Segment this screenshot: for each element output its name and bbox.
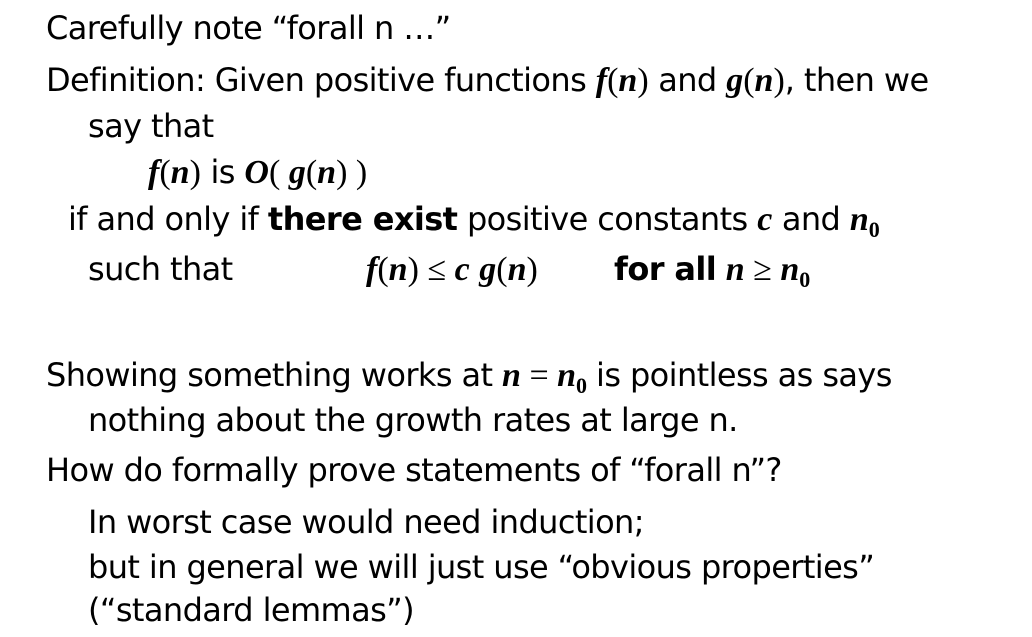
paren-open: (: [159, 154, 171, 191]
paren-close: ): [347, 154, 368, 191]
line-forall-note: [46, 8, 451, 48]
math-g: g: [726, 62, 744, 99]
paren-open: (: [496, 251, 508, 288]
math-n0: n: [849, 201, 869, 238]
text: is pointless as says: [586, 356, 892, 394]
math-n: n: [754, 62, 774, 99]
math-g: g: [288, 154, 306, 191]
line-iff: [68, 199, 879, 243]
bold-text: there exist: [267, 200, 458, 238]
math-g: g: [479, 251, 497, 288]
text: positive constants: [457, 200, 758, 238]
paren-open: (: [268, 154, 289, 191]
text: (“standard lemmas”): [88, 591, 415, 629]
paren-close: ): [526, 251, 538, 288]
text: , then we: [784, 61, 929, 99]
text: and: [648, 61, 727, 99]
bold-text: for all: [614, 250, 717, 288]
math-n0: n: [780, 251, 800, 288]
text: nothing about the growth rates at large n.: [88, 401, 738, 439]
math-n0: n: [557, 357, 577, 394]
math-n: n: [618, 62, 638, 99]
line-big-o-statement: [148, 152, 367, 193]
math-O: O: [244, 154, 269, 191]
paren-close: ): [336, 154, 348, 191]
text: say that: [88, 107, 214, 145]
text: is: [200, 153, 245, 191]
math-f: f: [148, 154, 160, 191]
line-how: [46, 450, 782, 490]
paren-open: (: [743, 62, 755, 99]
eq-sign: =: [520, 357, 558, 394]
le-sign: ≤: [418, 251, 455, 288]
text: Definition: Given positive functions: [46, 61, 596, 99]
math-n: n: [725, 251, 745, 288]
math-f: f: [595, 62, 608, 99]
text: such that: [88, 250, 233, 288]
math-n: n: [170, 154, 190, 191]
line-nothing: [88, 400, 738, 440]
subscript-0: 0: [576, 373, 587, 398]
paren-close: ): [407, 251, 419, 288]
paren-open: (: [607, 62, 619, 99]
line-say-that: [88, 106, 214, 146]
math-n: n: [507, 251, 527, 288]
subscript-0: 0: [868, 217, 880, 242]
paren-close: ): [637, 62, 649, 99]
text: and: [772, 200, 850, 238]
math-n: n: [502, 357, 521, 394]
paren-close: ): [189, 154, 201, 191]
line-definition: [46, 60, 929, 101]
forall-clause: [614, 249, 810, 293]
subscript-0: 0: [799, 267, 810, 292]
line-showing: [46, 355, 892, 399]
math-c: c: [454, 251, 470, 288]
text: In worst case would need induction;: [88, 503, 644, 541]
ge-sign: ≥: [744, 251, 781, 288]
paren-close: ): [773, 62, 785, 99]
line-such-that: [88, 249, 988, 292]
paren-open: (: [377, 251, 389, 288]
text: but in general we will just use “obvious properties”: [88, 548, 875, 586]
text: Showing something works at: [46, 356, 503, 394]
text: Carefully note “forall n …”: [46, 9, 451, 47]
math-c: c: [757, 201, 773, 238]
line-obvious: [88, 547, 874, 587]
paren-open: (: [305, 154, 318, 191]
math-f: f: [366, 251, 378, 288]
math-n: n: [317, 154, 337, 191]
text: How do formally prove statements of “forall n”?: [46, 451, 782, 489]
line-lemmas: [88, 590, 414, 630]
text: if and only if: [68, 200, 268, 238]
line-worst-case: [88, 502, 644, 542]
inequality: [366, 249, 538, 290]
math-n: n: [388, 251, 408, 288]
